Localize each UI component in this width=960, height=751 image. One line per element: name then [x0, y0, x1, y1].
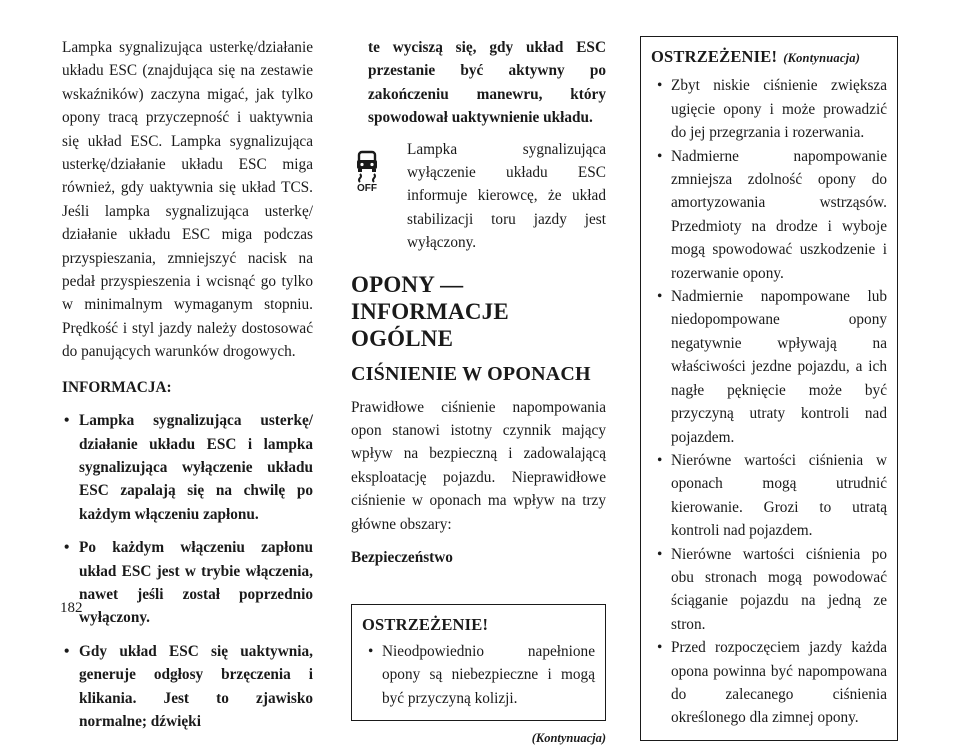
- car-skid-icon: [351, 150, 383, 192]
- warning-list: [362, 640, 595, 710]
- warning-item: • Nadmierne napompowanie zmniejsza zdolność opony do amortyzowania wstrząsów. Przedmioty na drodze i wyboje mogą spowodować uszkodzenie i rozerwanie opony.: [651, 145, 887, 285]
- warning-list: [651, 74, 887, 729]
- column-left: [62, 36, 313, 743]
- warning-box: [351, 604, 606, 722]
- safety-subheading: Bezpieczeństwo: [351, 549, 453, 567]
- column-middle: [351, 36, 606, 751]
- warning-title: OSTRZEŻENIE!: [362, 614, 489, 634]
- warning-item: • Nieodpowiednio napełnione opony są niebezpieczne i mogą być przyczyną kolizji.: [362, 640, 595, 710]
- column-right: [640, 36, 898, 741]
- page-number: 182: [60, 600, 83, 616]
- info-item: • Gdy układ ESC się uaktywnia, generuje odgłosy brzęczenia i klikania. Jest to zjawisko normalne; dźwięki: [62, 640, 313, 734]
- esc-intro-paragraph: Lampka sygnalizująca usterkę/działanie układu ESC (znajdująca się na zestawie wskaźników) zaczyna migać, jak tylko opony tracą przyczepność i uaktywnia się układ ESC. Lampka sygnalizująca usterkę/działanie układu ESC miga również, gdy uaktywnia się układ TCS. Jeśli lampka sygnalizująca usterkę/ działanie układu ESC miga podczas przyspieszania, zmniejszyć nacisk na pedał przyspieszenia i wcisnąć go tylko w minimalnym wymaganym stopniu. Prędkość i styl jazdy należy dostosować do panujących warunków drogowych.: [62, 39, 313, 361]
- warning-title: [651, 45, 887, 70]
- info-item: • Lampka sygnalizująca usterkę/ działanie układu ESC i lampka sygnalizująca wyłączenie układu ESC zapalają się na chwilę po każdym włączeniu zapłonu.: [62, 409, 313, 526]
- info-item-continued: te wyciszą się, gdy układ ESC przestanie być aktywny po zakończeniu manewru, który spowodował uaktywnienie układu.: [368, 39, 606, 127]
- esc-off-notice: [351, 138, 606, 255]
- section-heading-tires: OPONY — INFORMACJE OGÓLNE: [351, 271, 509, 351]
- esc-off-icon: [351, 138, 407, 199]
- warning-item: • Przed rozpoczęciem jazdy każda opona powinna być napompowana do zalecanego ciśnienia określonego dla zimnej opony.: [651, 636, 887, 730]
- warning-item: • Nadmiernie napompowane lub niedopompowane opony negatywnie wpływają na właściwości jezdne pojazdu, a ich nagłe pęknięcie może być przyczyną utraty kontroli nad pojazdem.: [651, 285, 887, 449]
- warning-item: • Nierówne wartości ciśnienia po obu stronach mogą powodować ściąganie pojazdu na jedną ze stron.: [651, 543, 887, 637]
- esc-off-label: OFF: [357, 182, 377, 192]
- warning-title-text: OSTRZEŻENIE!: [651, 47, 778, 66]
- info-item: • Po każdym włączeniu zapłonu układ ESC jest w trybie włączenia, nawet jeśli został poprzednio wyłączony.: [62, 536, 313, 630]
- esc-off-text: Lampka sygnalizująca wyłączenie układu ESC informuje kierowcę, że układ stabilizacji toru jazdy jest wyłączony.: [407, 140, 606, 252]
- warning-item: • Nierówne wartości ciśnienia w oponach mogą utrudnić kierowanie. Grozi to utratą kontroli nad pojazdem.: [651, 449, 887, 543]
- warning-box-continued: [640, 36, 898, 741]
- warning-continued-label: (Kontynuacja): [783, 51, 861, 65]
- section-heading-tire-pressure: CIŚNIENIE W OPONACH: [351, 362, 591, 385]
- info-list: [62, 409, 313, 733]
- tire-pressure-paragraph: Prawidłowe ciśnienie napompowania opon stanowi istotny czynnik mający wpływ na bezpieczną i zadowalającą eksploatację pojazdu. Nieprawidłowe ciśnienie w oponach ma wpływ na trzy główne obszary:: [351, 398, 606, 533]
- warning-item: • Zbyt niskie ciśnienie zwiększa ugięcie opony i może prowadzić do jej przegrzania i rozerwania.: [651, 74, 887, 144]
- info-heading: INFORMACJA:: [62, 378, 172, 396]
- continued-note: (Kontynuacja): [531, 731, 606, 746]
